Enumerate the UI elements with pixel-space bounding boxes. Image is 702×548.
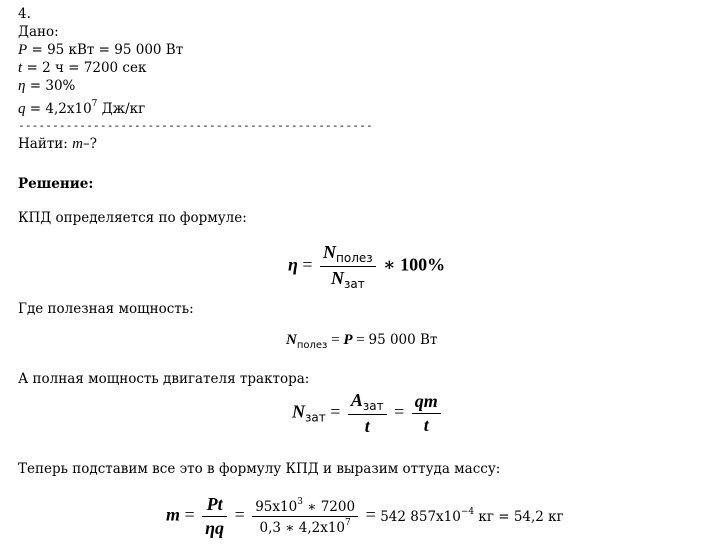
formula-efficiency	[288, 242, 445, 291]
fraction-numerator: Pt	[202, 494, 227, 517]
formula-equals: =	[365, 504, 376, 525]
formula-fraction-work	[348, 390, 387, 437]
given-line-heat	[18, 95, 145, 118]
given-var: t	[18, 60, 23, 76]
separator-line: ----------------------------------------------------	[18, 119, 373, 132]
given-value: = 30%	[29, 78, 76, 94]
given-line-efficiency	[18, 77, 75, 95]
formula-value: 95 000 Вт	[368, 332, 438, 348]
problem-number: 4.	[18, 6, 31, 22]
find-var: m	[72, 136, 83, 152]
fraction-denominator: $N_{зат}$	[330, 268, 365, 291]
formula-equals: =	[302, 254, 313, 275]
paragraph-useful-power: Где полезная мощность:	[18, 301, 194, 317]
formula-m: m	[166, 504, 181, 525]
paragraph-efficiency: КПД определяется по формуле:	[18, 210, 247, 226]
formula-result: 542 $857x10^{-4}$ кг = 54,2 кг	[380, 506, 564, 525]
fraction-numerator: $95x10^3$ ∗ 7200	[252, 497, 358, 517]
given-value: = 2 ч = 7200 сек	[26, 60, 147, 76]
given-value: = 4,2x10	[29, 101, 92, 117]
given-unit: Дж/кг	[97, 101, 146, 117]
formula-n: N	[286, 332, 297, 348]
given-line-power	[18, 41, 183, 59]
formula-equals: =	[234, 504, 245, 525]
formula-fraction	[320, 242, 376, 291]
find-label: Найти:	[18, 136, 68, 152]
find-line	[18, 135, 97, 153]
fraction-denominator: t	[423, 415, 429, 435]
paragraph-total-power: А полная мощность двигателя трактора:	[18, 371, 310, 387]
fraction-numerator: $N_{полез}$	[320, 242, 376, 267]
given-var: η	[18, 78, 26, 94]
given-heading: Дано:	[18, 24, 59, 40]
formula-equals: =	[356, 332, 365, 348]
formula-p: P	[343, 332, 353, 348]
formula-equals: =	[394, 401, 405, 422]
given-var: P	[18, 42, 28, 58]
formula-percent: ∗ 100%	[383, 254, 446, 275]
formula-fraction-qm	[412, 391, 441, 436]
find-tail: –?	[82, 136, 97, 152]
formula-eta: η	[288, 254, 298, 275]
formula-n: N	[292, 401, 305, 422]
formula-fraction-numeric	[252, 497, 358, 536]
formula-useful-power	[286, 332, 437, 351]
formula-subscript: полез	[296, 340, 328, 351]
fraction-numerator: qm	[412, 391, 441, 414]
formula-total-power	[292, 390, 444, 437]
formula-mass	[166, 494, 564, 539]
solution-heading: Решение:	[18, 176, 94, 192]
fraction-denominator: 0,3 ∗ $4,2x10^7$	[259, 518, 351, 536]
given-line-time	[18, 59, 146, 77]
paragraph-substitute: Теперь подставим все это в формулу КПД и выразим оттуда массу:	[18, 461, 501, 477]
fraction-denominator: t	[364, 416, 370, 436]
given-exponent: 7	[91, 99, 98, 109]
formula-equals: =	[184, 504, 195, 525]
given-value: = 95 кВт = 95 000 Вт	[31, 42, 184, 58]
formula-subscript: зат	[305, 410, 326, 425]
formula-fraction-pt	[202, 494, 227, 539]
fraction-numerator: $A_{зат}$	[348, 390, 387, 415]
given-var: q	[18, 101, 26, 117]
formula-equals: =	[331, 332, 340, 348]
formula-equals: =	[330, 401, 341, 422]
fraction-denominator: ηq	[205, 518, 225, 538]
